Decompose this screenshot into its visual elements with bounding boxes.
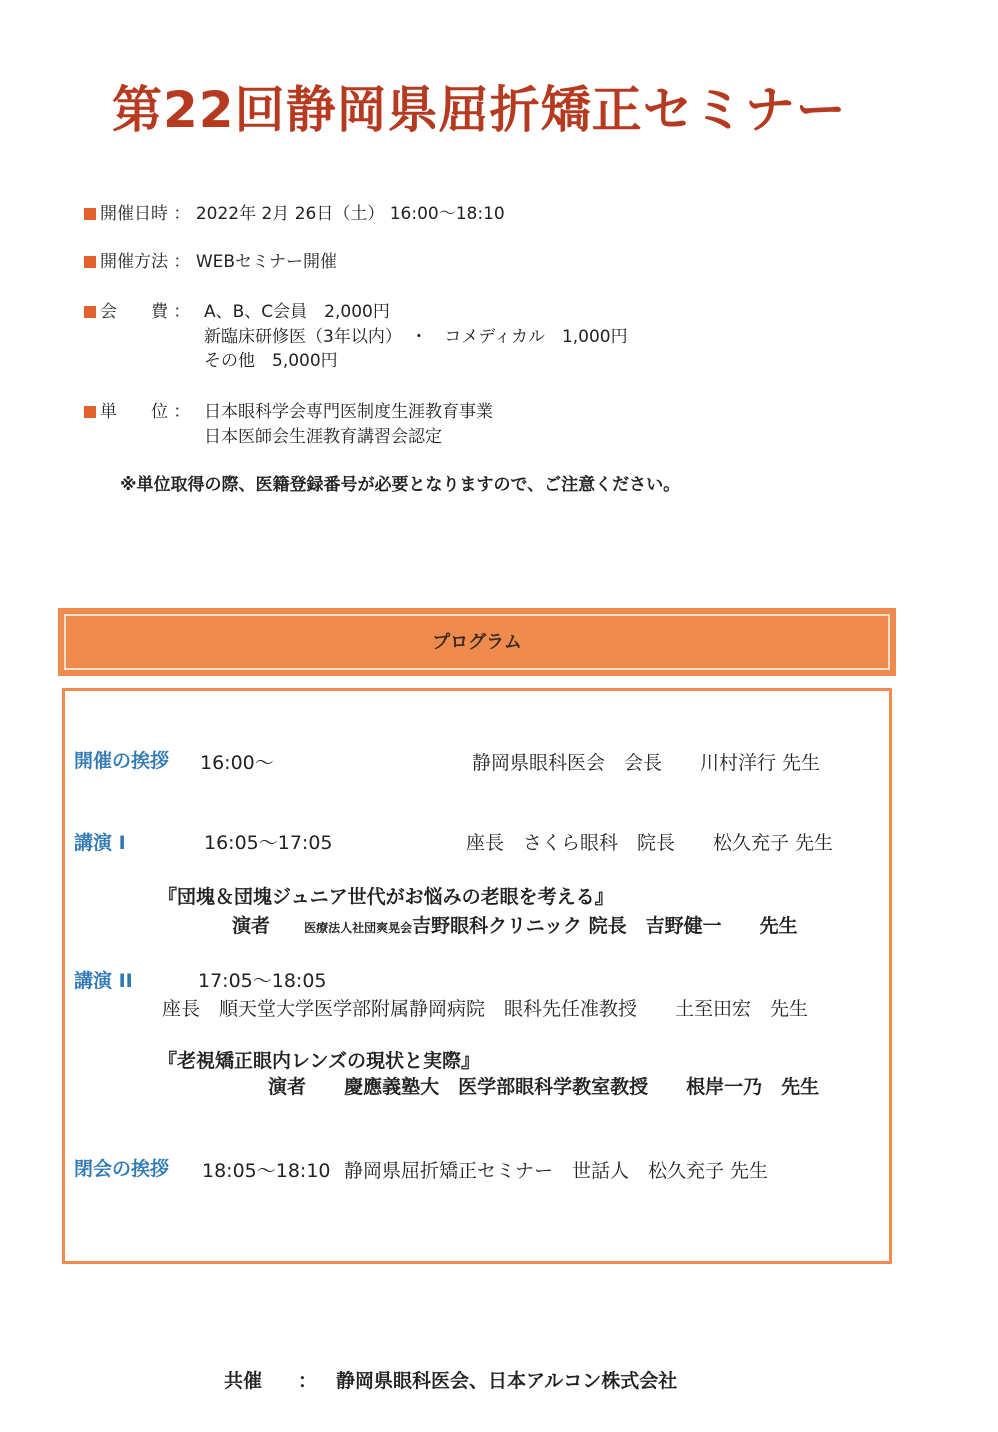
- lecture1-topic: 『団塊＆団塊ジュニア世代がお悩みの老眼を考える』: [158, 886, 614, 908]
- opening-person: 静岡県眼科医会 会長 川村洋行 先生: [472, 752, 821, 774]
- lecture1-speaker: 吉野眼科クリニック 院長 吉野健一 先生: [412, 915, 798, 937]
- method-value: WEBセミナー開催: [195, 252, 338, 272]
- credit-line-2: 日本医師会生涯教育講習会認定: [204, 427, 442, 447]
- credit-separator: ：: [173, 402, 191, 422]
- page-title: 第22回静岡県屈折矯正セミナー: [112, 81, 847, 139]
- square-bullet-icon: [84, 208, 96, 220]
- cohost-value: 静岡県眼科医会、日本アルコン株式会社: [336, 1370, 678, 1392]
- lecture2-label: 講演 II: [74, 970, 133, 992]
- lecture1-time: 16:05〜17:05: [204, 832, 333, 854]
- fee-separator: ：: [173, 302, 191, 322]
- date-label: 開催日時: [100, 204, 168, 224]
- program-header: [58, 608, 896, 676]
- info-method-row: [84, 247, 337, 272]
- lecture1-speaker-row: [232, 911, 798, 938]
- lecture2-speaker-row: [268, 1072, 819, 1099]
- lecture1-chair: 座長 さくら眼科 院長 松久充子 先生: [466, 832, 834, 854]
- lecture2-time: 17:05〜18:05: [198, 970, 327, 992]
- opening-label: 開催の挨拶: [74, 750, 170, 772]
- closing-time: 18:05〜18:10: [202, 1160, 331, 1182]
- fee-line-2: 新臨床研修医（3年以内） ・ コメディカル 1,000円: [204, 327, 628, 347]
- closing-person: 静岡県屈折矯正セミナー 世話人 松久充子 先生: [344, 1160, 769, 1182]
- opening-time: 16:00〜: [200, 752, 274, 774]
- fee-label: 会 費: [100, 302, 168, 322]
- lecture2-speaker: 慶應義塾大 医学部眼科学教室教授 根岸一乃 先生: [344, 1076, 820, 1098]
- credit-line-1: 日本眼科学会専門医制度生涯教育事業: [204, 402, 493, 422]
- lecture1-speaker-label: 演者: [232, 915, 271, 937]
- method-separator: ：: [173, 252, 191, 272]
- lecture1-speaker-org: 医療法人社団爽晃会: [304, 921, 413, 935]
- info-date-row: [84, 199, 505, 224]
- date-value: 2022年 2月 26日（土） 16:00〜18:10: [195, 204, 505, 224]
- fee-line-3: その他 5,000円: [204, 351, 338, 371]
- lecture1-label: 講演 I: [74, 832, 126, 854]
- method-label: 開催方法: [100, 252, 168, 272]
- info-credit-row: [84, 397, 190, 422]
- square-bullet-icon: [84, 306, 96, 318]
- square-bullet-icon: [84, 406, 96, 418]
- lecture2-chair: 座長 順天堂大学医学部附属静岡病院 眼科先任准教授 土至田宏 先生: [162, 998, 809, 1020]
- cohost-label: 共催: [224, 1370, 263, 1392]
- credit-label: 単 位: [100, 402, 168, 422]
- date-separator: ：: [173, 204, 191, 224]
- info-fee-row: [84, 297, 190, 322]
- lecture2-topic: 『老視矯正眼内レンズの現状と実際』: [158, 1050, 480, 1072]
- closing-label: 閉会の挨拶: [74, 1158, 170, 1180]
- program-header-title: プログラム: [432, 632, 522, 653]
- cohost-separator: ：: [298, 1370, 318, 1392]
- fee-line-1: A、B、C会員 2,000円: [204, 302, 390, 322]
- lecture2-speaker-label: 演者: [268, 1076, 307, 1098]
- credit-note: ※単位取得の際、医籍登録番号が必要となりますので、ご注意ください。: [120, 475, 681, 495]
- square-bullet-icon: [84, 256, 96, 268]
